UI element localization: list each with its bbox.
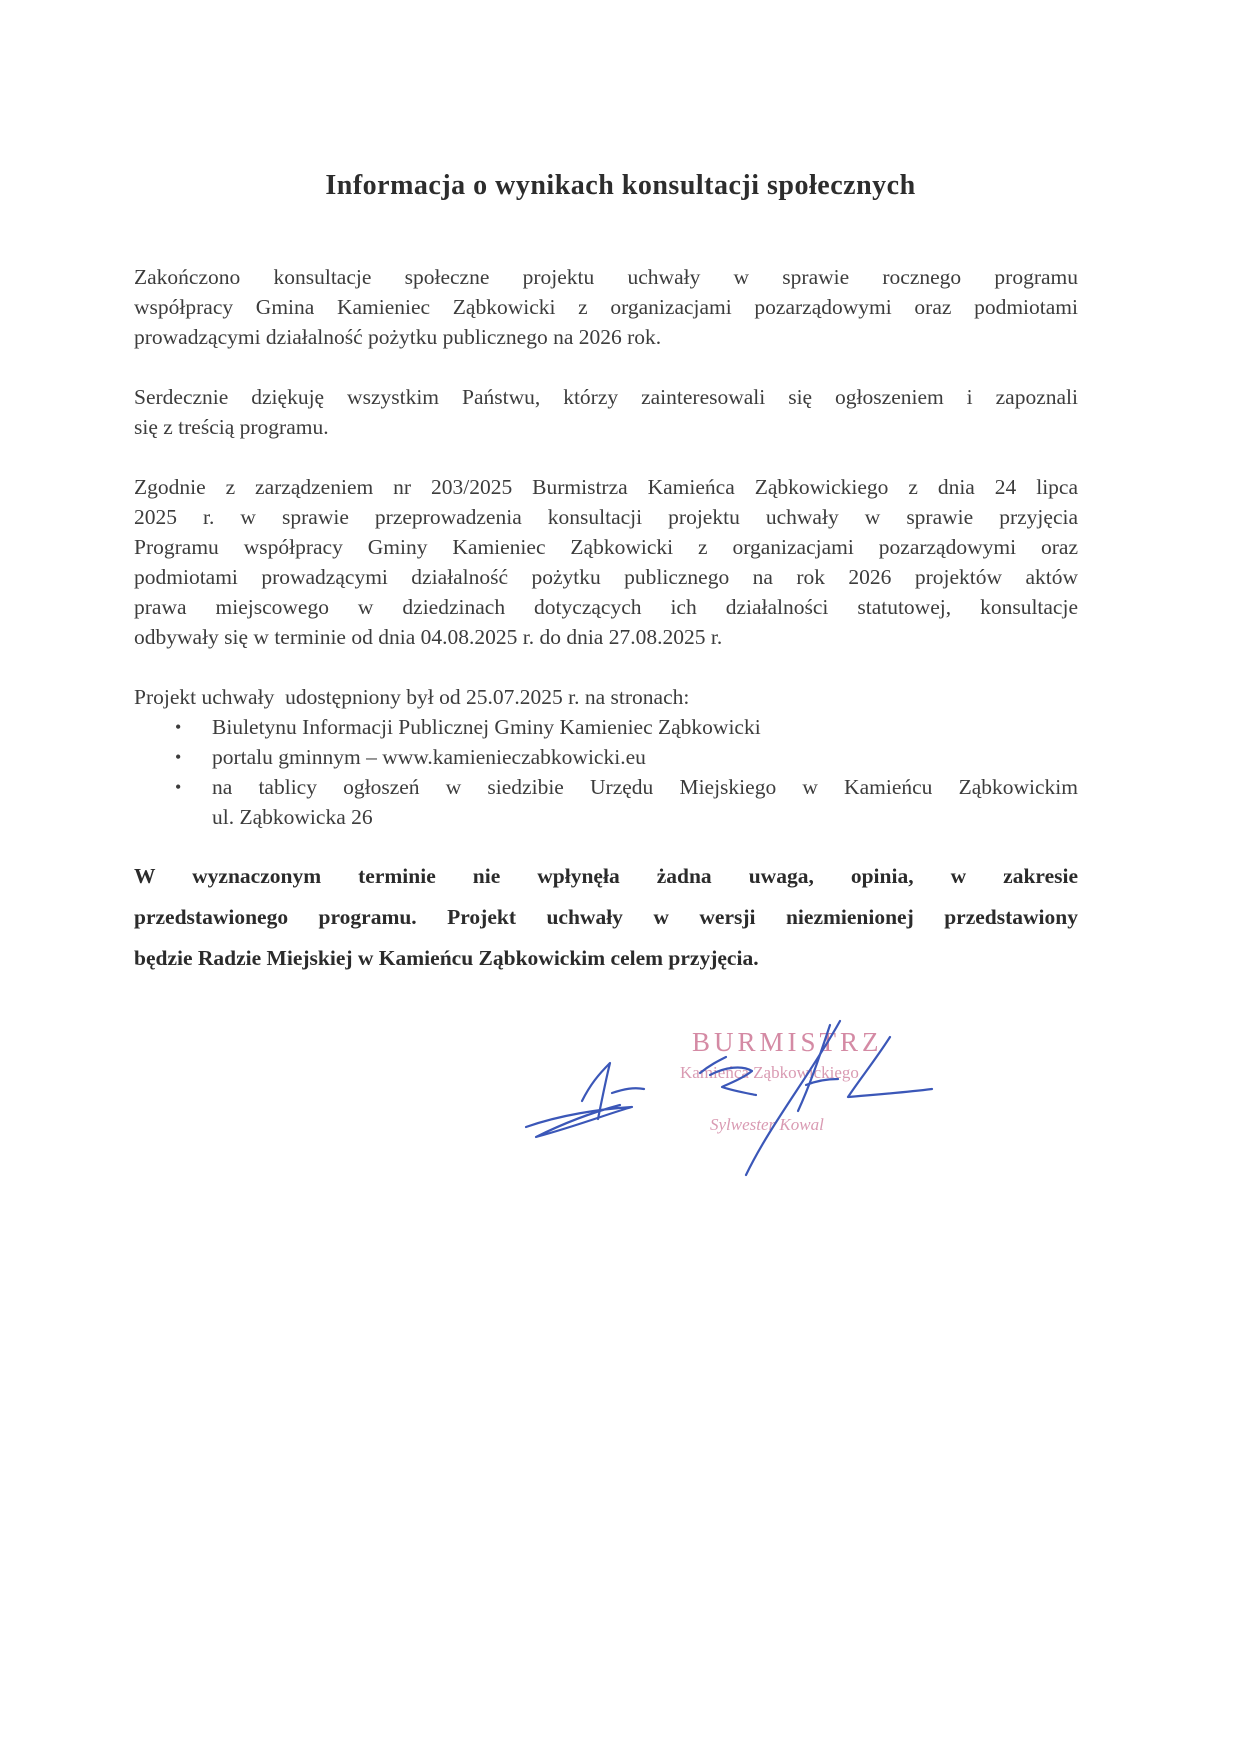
paragraph-line: odbywały się w terminie od dnia 04.08.2025 r. do dnia 27.08.2025 r. (134, 625, 723, 649)
handwritten-signature (520, 1015, 1000, 1195)
stamp-subtitle: Kamieńca Ząbkowickiego (680, 1063, 859, 1082)
paragraph-regulation (134, 472, 1078, 652)
paragraph-line: prawa miejscowego w dziedzinach dotyczących ich działalności statutowej, konsultacje (134, 595, 1078, 619)
document-body (134, 262, 1078, 979)
conclusion-line: przedstawionego programu. Projekt uchwały w wersji niezmienionej przedstawiony (134, 905, 1078, 929)
paragraph-line: Serdecznie dziękuję wszystkim Państwu, którzy zainteresowali się ogłoszeniem i zapoznali (134, 385, 1078, 409)
stamp-name: Sylwester Kowal (710, 1115, 824, 1134)
list-item (175, 772, 1078, 832)
paragraph-line: podmiotami prowadzącymi działalność pożytku publicznego na rok 2026 projektów aktów (134, 565, 1078, 589)
conclusion-paragraph (134, 856, 1078, 979)
stamp-title: BURMISTRZ (692, 1027, 883, 1057)
document-title: Informacja o wynikach konsultacji społecznych (325, 170, 916, 201)
list-item (175, 742, 1078, 772)
list-item-text: portalu gminnym – www.kamienieczabkowicki.eu (212, 745, 646, 769)
paragraph-line: się z treścią programu. (134, 415, 329, 439)
paragraph-line: Zgodnie z zarządzeniem nr 203/2025 Burmistrza Kamieńca Ząbkowickiego z dnia 24 lipca (134, 475, 1078, 499)
paragraph-line: współpracy Gmina Kamieniec Ząbkowicki z organizacjami pozarządowymi oraz podmiotami (134, 295, 1078, 319)
paragraph-line: prowadzącymi działalność pożytku publicznego na 2026 rok. (134, 325, 662, 349)
bullet-icon: • (175, 747, 182, 767)
paragraph-line: Zakończono konsultacje społeczne projektu uchwały w sprawie rocznego programu (134, 265, 1078, 289)
bullet-icon: • (175, 777, 182, 797)
publication-list (134, 712, 1078, 832)
conclusion-line: będzie Radzie Miejskiej w Kamieńcu Ząbkowickim celem przyjęcia. (134, 946, 759, 970)
list-item-text: na tablicy ogłoszeń w siedzibie Urzędu Miejskiego w Kamieńcu Ząbkowickim (212, 775, 1078, 799)
list-item-text-continued: ul. Ząbkowicka 26 (212, 805, 373, 829)
paragraph-line: Programu współpracy Gminy Kamieniec Ząbkowicki z organizacjami pozarządowymi oraz (134, 535, 1078, 559)
paragraph-thanks (134, 382, 1078, 442)
bullet-icon: • (175, 717, 182, 737)
list-item (175, 712, 1078, 742)
paragraph-publication (134, 682, 1078, 832)
paragraph-line: 2025 r. w sprawie przeprowadzenia konsultacji projektu uchwały w sprawie przyjęcia (134, 505, 1078, 529)
conclusion-line: W wyznaczonym terminie nie wpłynęła żadna uwaga, opinia, w zakresie (134, 864, 1078, 888)
paragraph-completion (134, 262, 1078, 352)
list-item-text: Biuletynu Informacji Publicznej Gminy Kamieniec Ząbkowicki (212, 715, 761, 739)
publication-intro: Projekt uchwały udostępniony był od 25.07.2025 r. na stronach: (134, 685, 690, 709)
